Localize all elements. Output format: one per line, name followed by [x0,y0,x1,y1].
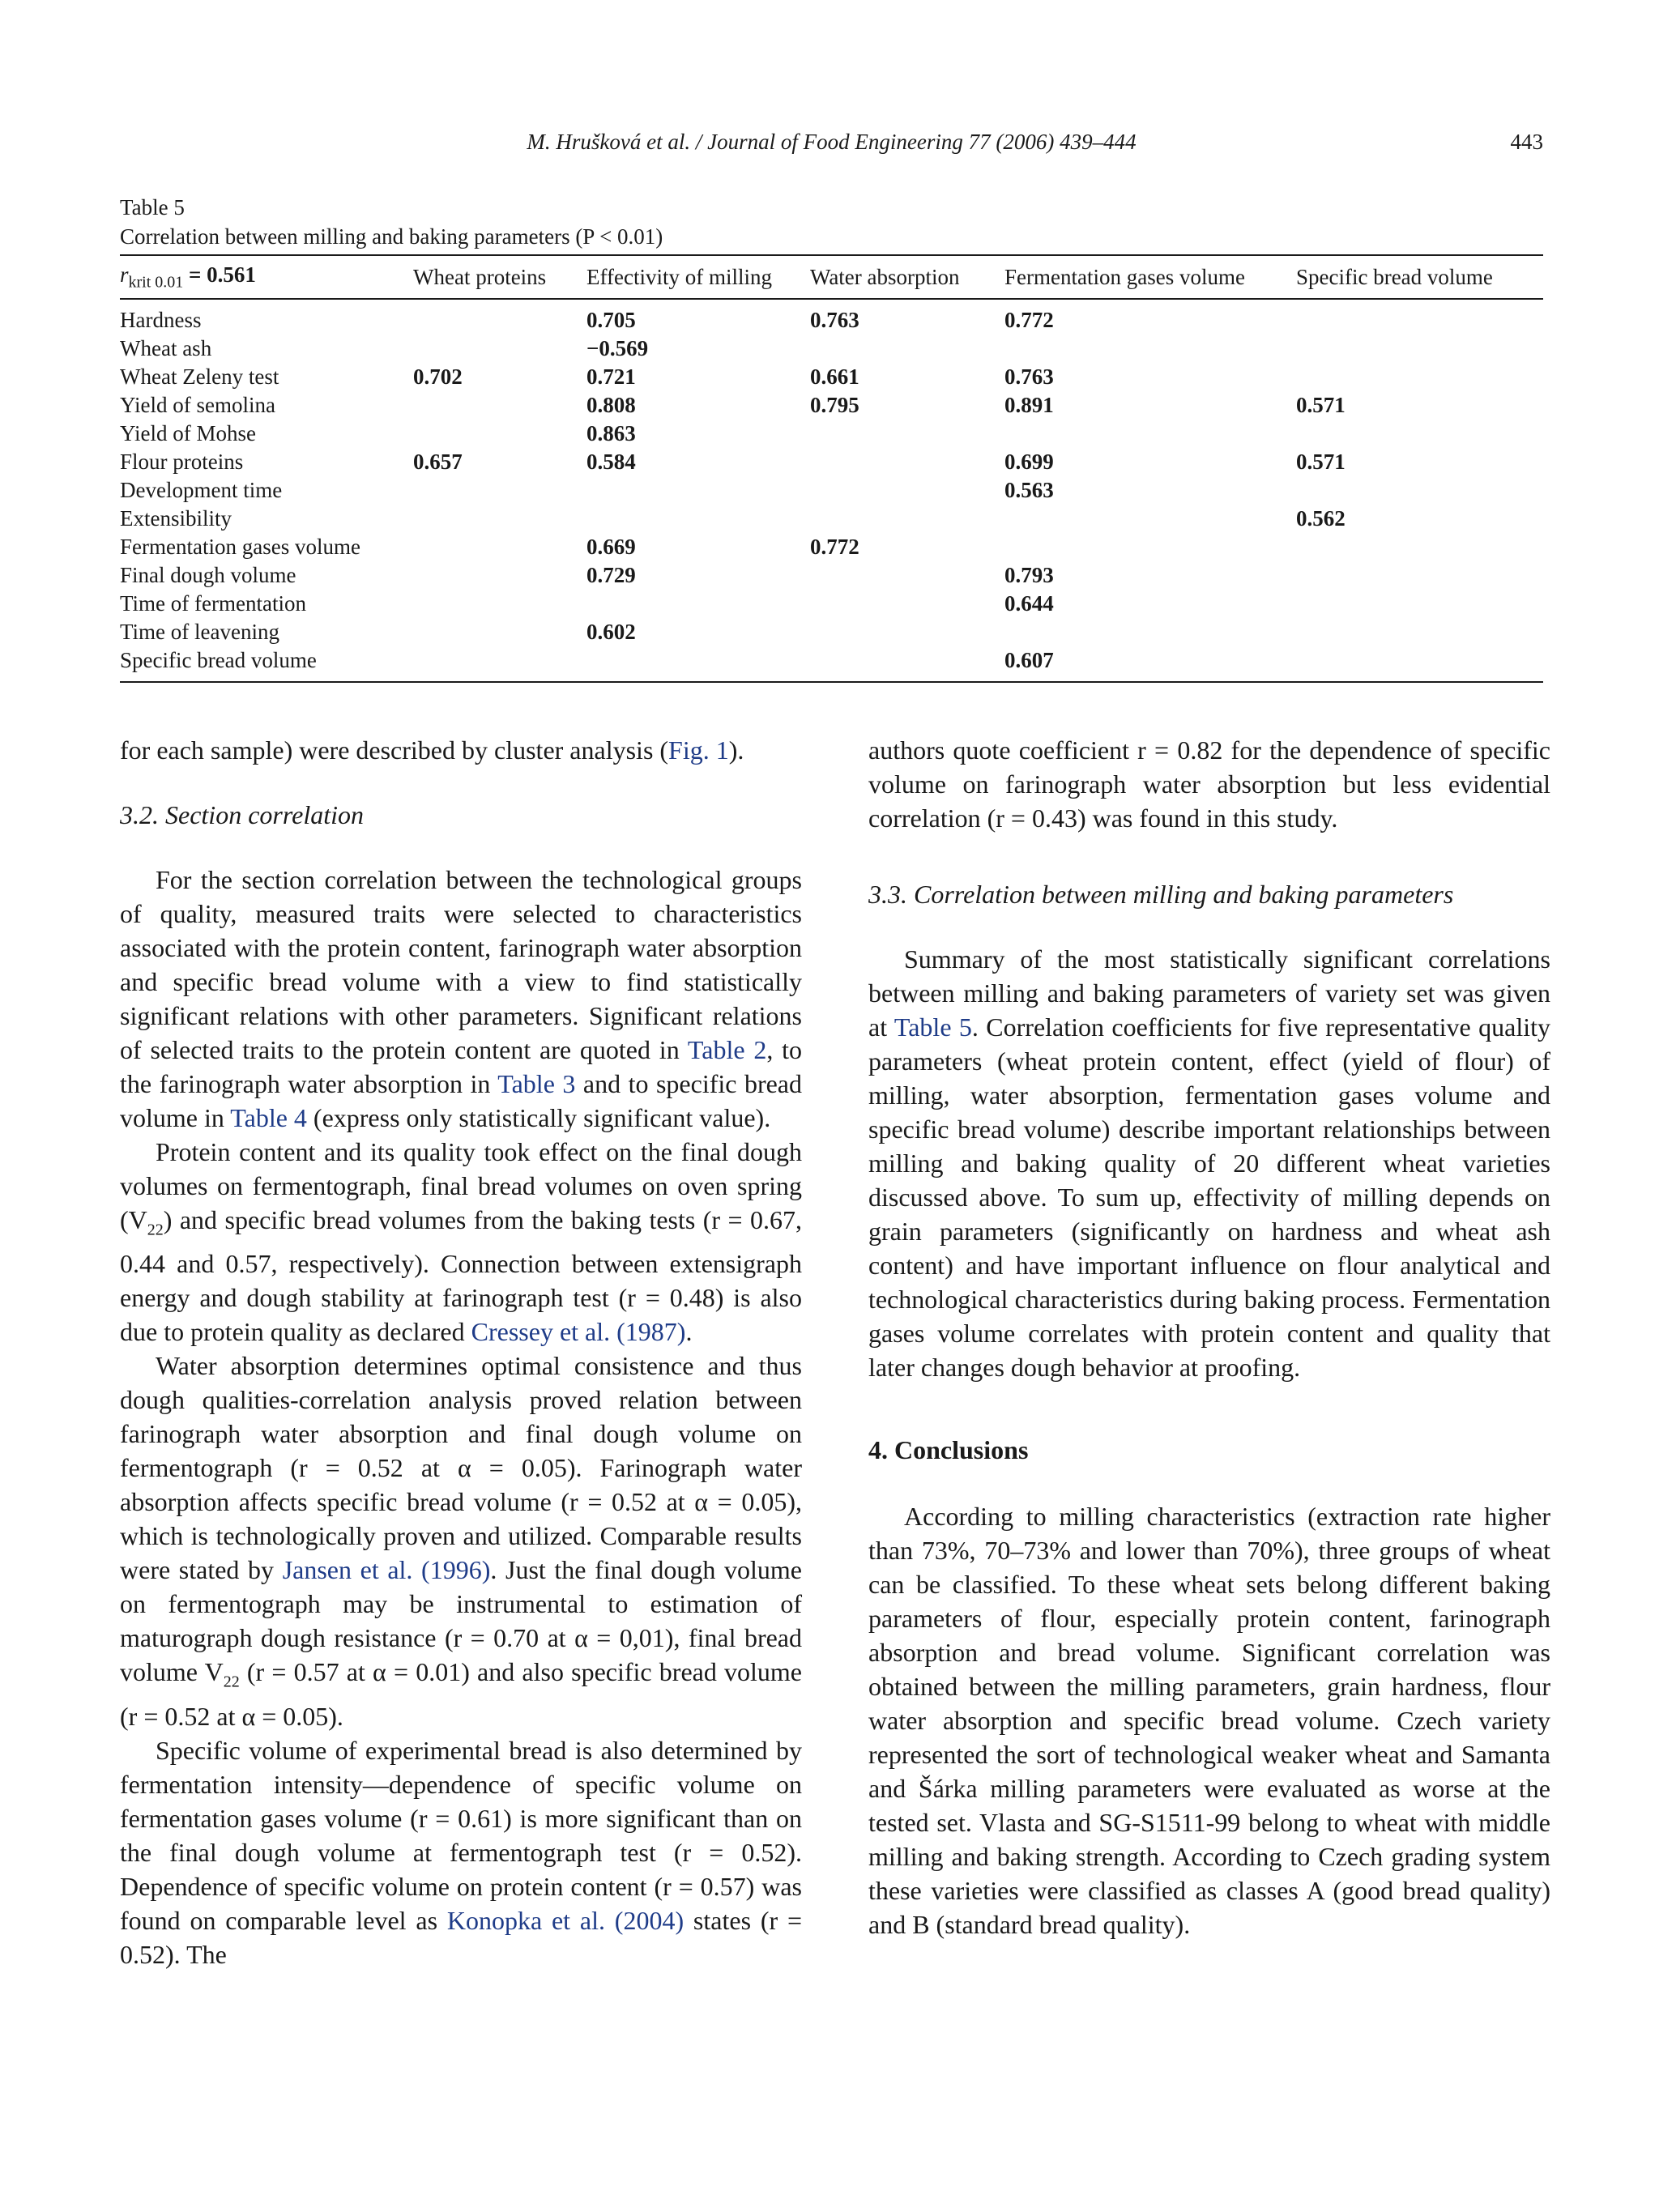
row-label: Time of fermentation [120,591,306,616]
text: and to specific bread volume in [120,1069,803,1132]
table-cell [413,299,586,335]
table-cell [413,476,586,505]
table-cell: 0.563 [1004,478,1054,503]
text: Protein content and its quality took effect on the final dough volumes on fermentograph, final bread volumes on oven spring (V [120,1137,802,1234]
table-cell: 0.571 [1296,393,1346,418]
paragraph [120,1349,802,1733]
table-row [120,618,1543,646]
table-cell [586,505,810,533]
row-label: Wheat Zeleny test [120,364,279,390]
table-cell: −0.569 [586,336,649,361]
row-label: Hardness [120,308,202,333]
text: . [685,1317,693,1347]
text: states (r = 0.52). The [120,1905,803,1969]
row-label: Flour proteins [120,450,244,475]
table-row [120,646,1543,682]
table-link[interactable]: Table 2 [687,1035,767,1064]
column-header: Water absorption [810,255,1004,299]
table-cell [810,448,1004,476]
text: Water absorption determines optimal consistence and thus dough qualities-correlation analysis proved relation between farinograph water absorption and final dough volume on fermentograph (r = 0.52 at α = 0.05). Farinograph water absorption affects specific bread volume (r = 0.52 at α = 0.05), which is technologically proven and utilized. Comparable results were stated by [120,1351,802,1585]
table-cell: 0.891 [1004,393,1054,418]
table-cell [1296,363,1543,391]
table-caption: Correlation between milling and baking parameters (P < 0.01) [120,224,663,249]
table-cell: 0.669 [586,535,636,560]
table-cell: 0.763 [1004,364,1054,390]
table-row [120,561,1543,590]
table-cell: 0.571 [1296,450,1346,475]
row-label: Fermentation gases volume [120,535,360,560]
text: , to the farinograph water absorption in [120,1035,803,1098]
section-heading: 4. Conclusions [868,1435,1029,1464]
table-cell [810,618,1004,646]
table-cell [1296,299,1543,335]
left-column [120,733,802,1971]
table-cell [586,646,810,682]
paragraph [120,733,802,767]
table-row [120,363,1543,391]
table-header-row [120,255,1543,299]
table-cell [1296,618,1543,646]
table-cell [810,590,1004,618]
table-cell: 0.699 [1004,450,1054,475]
table-cell [413,646,586,682]
table-row [120,590,1543,618]
table-link[interactable]: Table 3 [497,1069,576,1098]
table-cell: 0.644 [1004,591,1054,616]
row-label: Yield of Mohse [120,421,256,446]
section-heading: 3.3. Correlation between milling and baking parameters [868,880,1454,909]
table-cell [1296,476,1543,505]
citation-link[interactable]: Cressey et al. (1987) [471,1317,686,1347]
table-5 [120,193,1543,683]
running-head [120,130,1543,155]
table-cell [1296,590,1543,618]
text: for each sample) were described by cluster analysis ( [120,735,669,765]
figure-link[interactable]: Fig. 1 [668,735,729,765]
table-cell [1296,420,1543,448]
row-label: Specific bread volume [120,646,413,682]
text: (express only statistically significant value). [306,1103,771,1132]
table-row [120,299,1543,335]
table-row [120,505,1543,533]
table-cell: 0.863 [586,421,636,446]
table-row [120,476,1543,505]
table-cell [1004,533,1296,561]
table-cell [413,561,586,590]
table-cell [810,505,1004,533]
paragraph [868,942,1550,1384]
text: (r = 0.57 at α = 0.01) and also specific bread volume (r = 0.52 at α = 0.05). [120,1657,803,1731]
table-cell: 0.657 [413,450,463,475]
table-cell: 0.763 [810,308,859,333]
table-cell [413,391,586,420]
corner-sub: krit 0.01 [128,273,184,292]
table-row [120,448,1543,476]
table-cell [586,476,810,505]
table-link[interactable]: Table 4 [230,1103,307,1132]
paragraph: authors quote coefficient r = 0.82 for the dependence of specific volume on farinograph water absorption but less evidential correlation (r = 0.43) was found in this study. [868,735,1550,833]
table-cell [810,561,1004,590]
table-cell: 0.772 [1004,308,1054,333]
table-cell [810,335,1004,363]
table-cell [1296,533,1543,561]
row-label: Extensibility [120,506,232,531]
correlation-table [120,254,1543,683]
row-label: Development time [120,478,283,503]
section-heading: 3.2. Section correlation [120,800,364,829]
column-header: Wheat proteins [413,255,586,299]
table-cell [1296,561,1543,590]
row-label: Final dough volume [120,563,296,588]
column-header: Specific bread volume [1296,255,1543,299]
corner-r: r [120,262,129,287]
text: Specific volume of experimental bread is also determined by fermentation intensity—dependence of specific volume on fermentation gases volume (r = 0.61) is more significant than on the final dough volume at fermentograph test (r = 0.52). Dependence of specific volume on protein content (r = 0.57) was found on comparable level as [120,1735,802,1935]
table-cell: 0.808 [586,393,636,418]
table-row [120,335,1543,363]
table-cell [810,646,1004,682]
column-header: Effectivity of milling [586,255,810,299]
text: For the section correlation between the technological groups of quality, measured traits were selected to characteristics associated with the protein content, farinograph water absorption and specific bread volume with a view to find statistically significant relations with other parameters. Significant relations of selected traits to the protein content are quoted in [120,865,802,1064]
table-cell [1004,335,1296,363]
subscript: 22 [147,1221,164,1239]
subscript: 22 [223,1673,240,1691]
table-row [120,420,1543,448]
table-cell [586,590,810,618]
column-header: Fermentation gases volume [1004,255,1296,299]
right-column [868,733,1550,1941]
table-cell: 0.793 [1004,563,1054,588]
text: . Just the final dough volume on fermentograph may be instrumental to estimation of maturograph dough resistance (r = 0.70 at α = 0,01), final bread volume V [120,1555,803,1687]
row-label: Wheat ash [120,336,212,361]
table-body [120,299,1543,682]
row-label: Time of leavening [120,620,279,645]
paragraph [120,863,802,1135]
paragraph [120,1733,802,1971]
table-cell [413,590,586,618]
running-head-text: M. Hrušková et al. / Journal of Food Engineering 77 (2006) 439–444 [527,130,1137,154]
table-label: Table 5 [120,195,185,219]
citation-link[interactable]: Konopka et al. (2004) [446,1905,684,1935]
text: . Correlation coefficients for five representative quality parameters (wheat protein content, effect (yield of flour) of milling, water absorption, fermentation gases volume and specific bread volume) describe important relationships between milling and baking quality of 20 different wheat varieties discussed above. To sum up, effectivity of milling depends on grain parameters (significantly on hardness and wheat ash content) and have important influence on flour analytical and technological characteristics during baking process. Fermentation gases volume correlates with protein content and quality that later changes dough behavior at proofing. [868,1012,1551,1382]
table-cell [413,533,586,561]
table-cell [1004,505,1296,533]
table-cell: 0.721 [586,364,636,390]
table-cell [413,618,586,646]
table-cell [1296,646,1543,682]
table-row [120,533,1543,561]
table-cell: 0.729 [586,563,636,588]
table-row [120,391,1543,420]
table-cell [1004,420,1296,448]
corner-header [120,255,413,299]
citation-link[interactable]: Jansen et al. (1996) [282,1555,491,1585]
text: Summary of the most statistically significant correlations between milling and baking parameters of variety set was given at [868,944,1550,1042]
table-cell [810,476,1004,505]
table-cell [1296,335,1543,363]
table-cell [1004,618,1296,646]
table-cell: 0.661 [810,364,859,390]
table-cell: 0.602 [586,620,636,645]
table-cell [413,505,586,533]
table-cell: 0.795 [810,393,859,418]
page-number: 443 [1510,130,1543,154]
table-cell [413,335,586,363]
row-label: Yield of semolina [120,393,275,418]
table-cell: 0.705 [586,308,636,333]
table-cell: 0.562 [1296,506,1346,531]
table-cell: 0.607 [1004,646,1296,682]
corner-value: = 0.561 [183,262,256,287]
text: ) and specific bread volumes from the baking tests (r = 0.67, 0.44 and 0.57, respectively). Connection between extensigraph energy and dough stability at farinograph test (r = 0.48) is also due to protein quality as declared [120,1205,802,1347]
table-cell: 0.772 [810,535,859,560]
text: ). [728,735,744,765]
paragraph: According to milling characteristics (extraction rate higher than 73%, 70–73% and lower than 70%), three groups of wheat can be classified. To these wheat sets belong different baking parameters of flour, especially protein content, farinograph absorption and bread volume. Significant correlation was obtained between the milling parameters, grain hardness, flour water absorption and specific bread volume. Czech variety represented the sort of technological weaker wheat and Samanta and Šárka milling parameters were evaluated as worse at the tested set. Vlasta and SG-S1511-99 belong to wheat with middle milling and baking strength. According to Czech grading system these varieties were classified as classes A (good bread quality) and B (standard bread quality). [868,1502,1550,1939]
table-cell [810,420,1004,448]
table-cell: 0.702 [413,364,463,390]
table-cell: 0.584 [586,450,636,475]
paragraph [120,1135,802,1349]
table-cell [413,420,586,448]
table-link[interactable]: Table 5 [893,1012,972,1042]
